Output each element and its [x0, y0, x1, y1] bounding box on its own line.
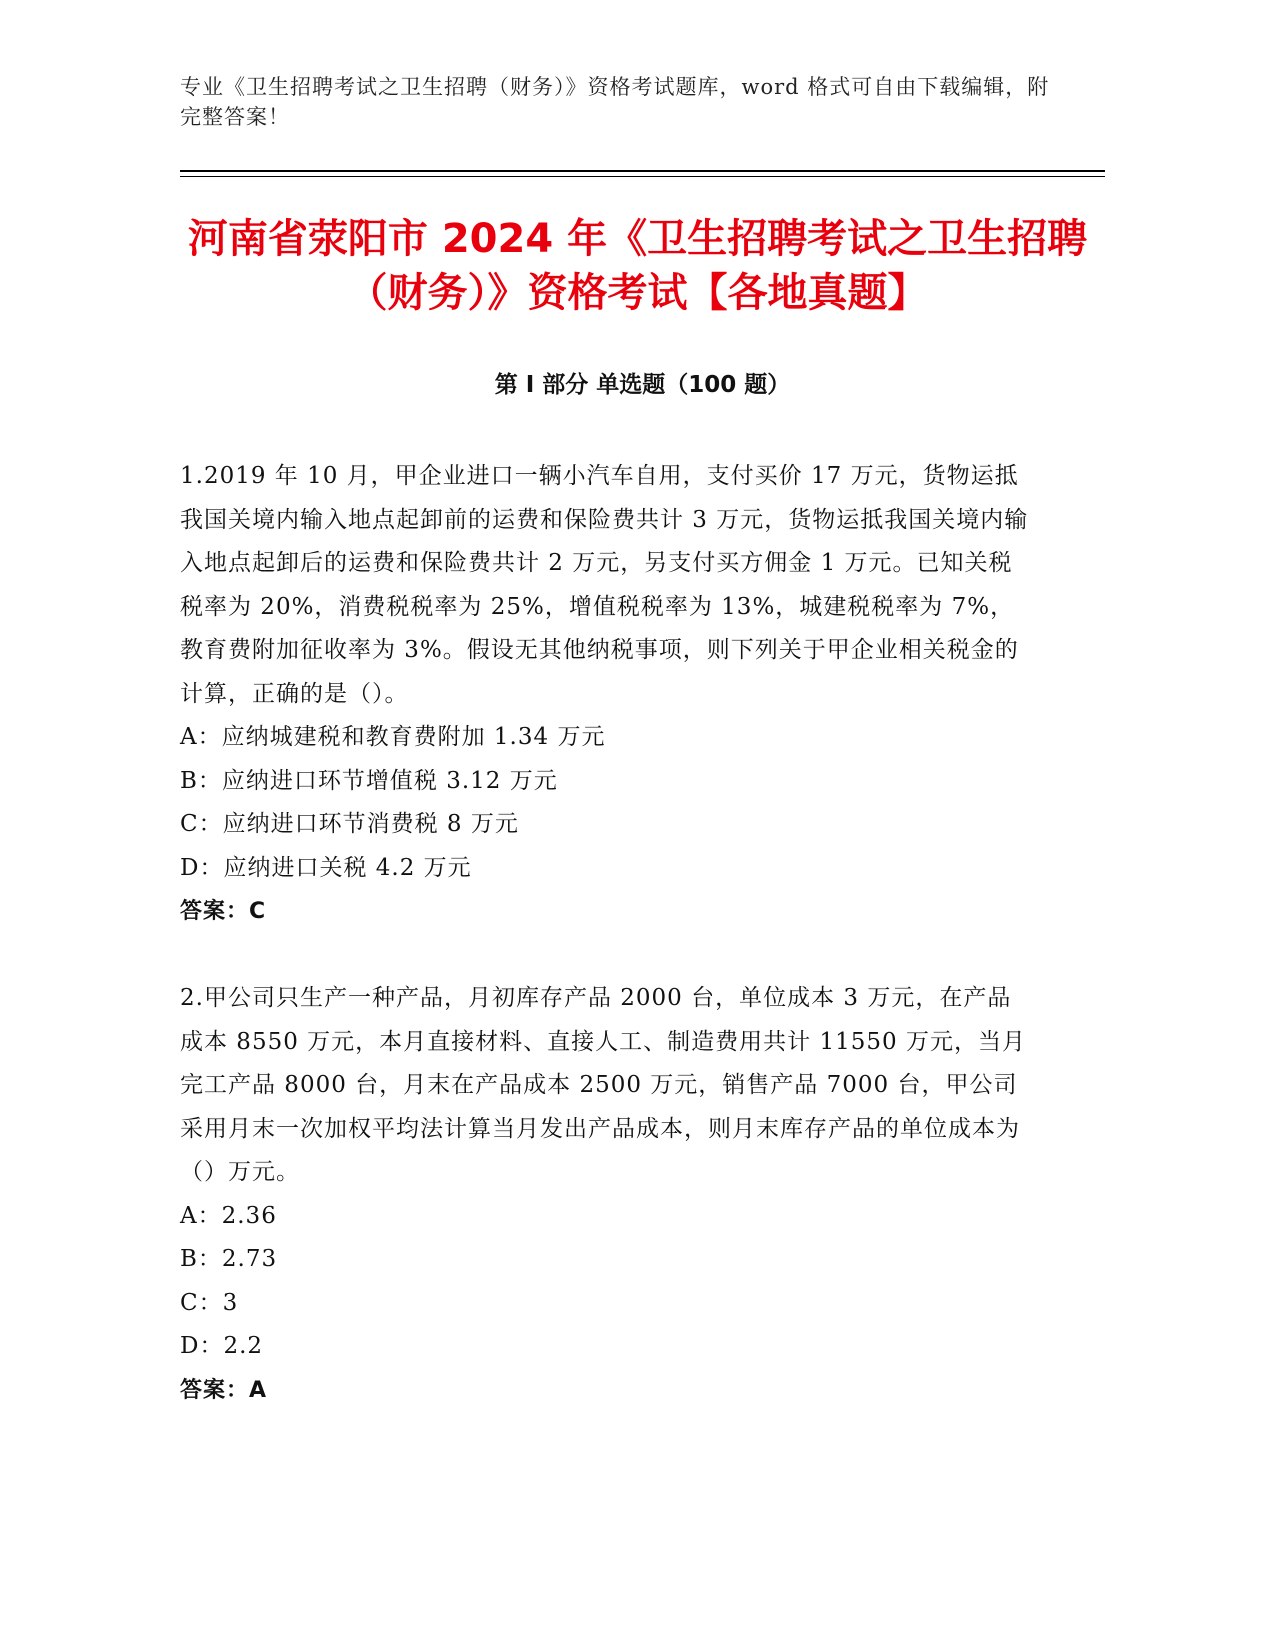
question-stem: 1.2019 年 10 月，甲企业进口一辆小汽车自用，支付买价 17 万元，货物运抵我国关境内输入地点起卸前的运费和保险费共计 3 万元，货物运抵我国关境内输入地点起卸后的运费和保险费共计 2 万元，另支付买方佣金 1 万元。已知关税税率为 20%，消费税税率为 25%，增值税税率为 13%，城建税税率为 7%，教育费附加征收率为 3%。假设无其他纳税事项，则下列关于甲企业相关税金的计算，正确的是（）。: [180, 463, 1029, 707]
option-c: C：3: [180, 1289, 239, 1316]
question-stem: 2.甲公司只生产一种产品，月初库存产品 2000 台，单位成本 3 万元，在产品成本 8550 万元，本月直接材料、直接人工、制造费用共计 11550 万元，当月完工产品 8000 台，月末在产品成本 2500 万元，销售产品 7000 台，甲公司采用月末一次加权平均法计算当月发出产品成本，则月末库存产品的单位成本为（）万元。: [180, 985, 1026, 1185]
option-d: D：应纳进口关税 4.2 万元: [180, 854, 472, 881]
header-note: 专业《卫生招聘考试之卫生招聘（财务）》资格考试题库，word 格式可自由下载编辑，附完整答案！: [180, 75, 1050, 129]
document-title: 河南省荥阳市 2024 年《卫生招聘考试之卫生招聘（财务）》资格考试【各地真题】: [187, 216, 1088, 316]
option-d: D：2.2: [180, 1333, 264, 1359]
option-c: C：应纳进口环节消费税 8 万元: [180, 811, 519, 837]
option-b: B：2.73: [180, 1246, 278, 1272]
option-a: A：应纳城建税和教育费附加 1.34 万元: [180, 724, 606, 750]
header-divider-thin: [180, 176, 1105, 177]
option-b: B：应纳进口环节增值税 3.12 万元: [180, 767, 558, 794]
section-heading: 第 I 部分 单选题（100 题）: [494, 372, 791, 398]
question-1: [180, 455, 1030, 934]
header-divider-thick: [180, 170, 1105, 172]
answer: 答案：C: [180, 899, 267, 924]
question-2: [180, 977, 1030, 1412]
option-a: A：2.36: [180, 1202, 277, 1229]
answer: 答案：A: [180, 1377, 268, 1403]
